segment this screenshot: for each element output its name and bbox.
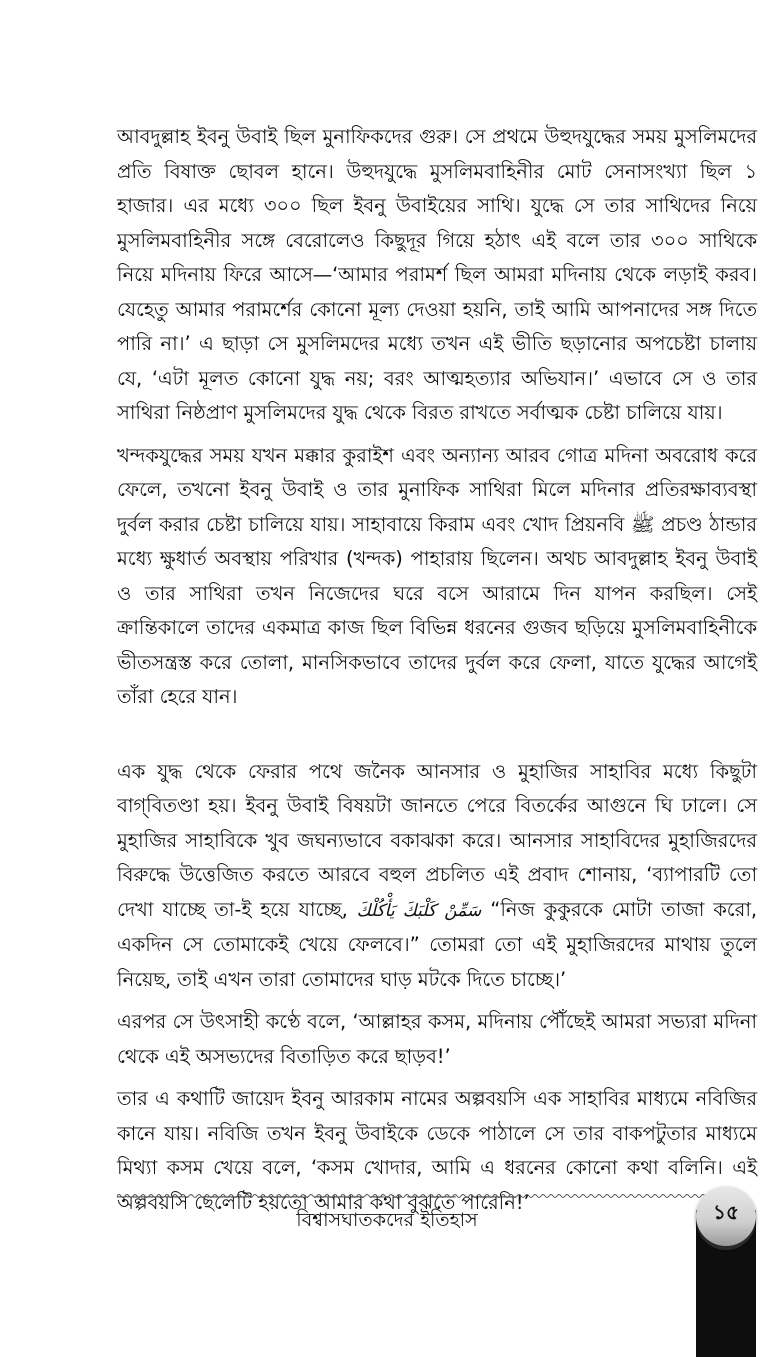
paragraph-dispute [117,755,757,998]
paragraph-uhud: আবদুল্লাহ ইবনু উবাই ছিল মুনাফিকদের গুরু। সে প্রথমে উহুদযুদ্ধের সময় মুসলিমদের প্রতি বিষাক্ত ছোবল হানে। উহুদযুদ্ধে মুসলিমবাহিনীর মোট সেনাসংখ্যা ছিল ১ হাজার। এর মধ্যে ৩০০ ছিল ইবনু উবাইয়ের সাথি। যুদ্ধে সে তার সাথিদের নিয়ে মুসলিমবাহিনীর সঙ্গে বেরোলেও কিছুদূর গিয়ে হঠাৎ এই বলে তার ৩০০ সাথিকে নিয়ে মদিনায় ফিরে আসে—‘আমার পরামর্শ ছিল আমরা মদিনায় থেকে লড়াই করব। যেহেতু আমার পরামর্শের কোনো মূল্য দেওয়া হয়নি, তাই আমি আপনাদের সঙ্গ দিতে পারি না।’ এ ছাড়া সে মুসলিমদের মধ্যে তখন এই ভীতি ছড়ানোর অপচেষ্টা চালায় যে, ‘এটা মূলত কোনো যুদ্ধ নয়; বরং আত্মহত্যার অভিযান।’ এভাবে সে ও তার সাথিরা নিষ্ঠপ্রাণ মুসলিমদের যুদ্ধ থেকে বিরত রাখতে সর্বাত্মক চেষ্টা চালিয়ে যায়। [117,125,757,424]
arabic-proverb: سَمِّنْ كَلْبَكَ يَأْكُلْكَ [356,900,482,921]
paragraph-oath: এরপর সে উৎসাহী কণ্ঠে বলে, ‘আল্লাহর কসম, মদিনায় পৌঁছেই আমরা সভ্যরা মদিনা থেকে এই অসভ্যদের বিতাড়িত করে ছাড়ব!’ [117,1010,757,1068]
paragraph-zayd: তার এ কথাটি জায়েদ ইবনু আরকাম নামের অল্পবয়সি এক সাহাবির মাধ্যমে নবিজির কানে যায়। নবিজি তখন ইবনু উবাইকে ডেকে পাঠালে সে তার বাকপটুতার মাধ্যমে মিথ্যা কসম খেয়ে বলে, ‘কসম খোদার, আমি এ ধরনের কোনো কথা বলিনি। এই অল্পবয়সি ছেলেটি হয়তো আমার কথা বুঝতে পারেনি!’ [117,1087,757,1214]
page-body [117,120,757,1220]
footer-wavy-rule [117,1193,725,1199]
footer-book-title: বিশ্বাসঘাতকদের ইতিহাস [296,1209,478,1231]
paragraph-dispute-text: এক যুদ্ধ থেকে ফেরার পথে জনৈক আনসার ও মুহাজির সাহাবির মধ্যে কিছুটা বাগ্‌বিতণ্ডা হয়। ইবনু উবাই বিষয়টা জানতে পেরে বিতর্কের আগুনে ঘি ঢালে। সে মুহাজির সাহাবিকে খুব জঘন্যভাবে বকাঝকা করে। আনসার সাহাবিদের মুহাজিরদের বিরুদ্ধে উত্তেজিত করতে আরবে বহুল প্রচলিত এই প্রবাদ শোনায়, ‘ব্যাপারটি তো দেখা যাচ্ছে তা-ই হয়ে যাচ্ছে, [117,759,757,921]
paragraph-khandaq: খন্দকযুদ্ধের সময় যখন মক্কার কুরাইশ এবং অন্যান্য আরব গোত্র মদিনা অবরোধ করে ফেলে, তখনো ইবনু উবাই ও তার মুনাফিক সাথিরা মিলে মদিনার প্রতিরক্ষাব্যবস্থা দুর্বল করার চেষ্টা চালিয়ে যায়। সাহাবায়ে কিরাম এবং খোদ প্রিয়নবি ﷺ প্রচণ্ড ঠান্ডার মধ্যে ক্ষুধার্ত অবস্থায় পরিখার (খন্দক) পাহারায় ছিলেন। অথচ আবদুল্লাহ ইবনু উবাই ও তার সাথিরা তখন নিজেদের ঘরে বসে আরামে দিন যাপন করছিল। সেই ক্রান্তিকালে তাদের একমাত্র কাজ ছিল বিভিন্ন ধরনের গুজব ছড়িয়ে মুসলিমবাহিনীকে ভীতসন্ত্রস্ত করে তোলা, মানসিকভাবে তাদের দুর্বল করে ফেলা, যাতে যুদ্ধের আগেই তাঁরা হেরে যান। [117,443,757,708]
paragraph-dispute-continued: “নিজ কুকুরকে মোটা তাজা করো, একদিন সে তোমাকেই খেয়ে ফেলবে।” তোমরা তো এই মুহাজিরদের মাথায় তুলে নিয়েছ, তাই এখন তারা তোমাদের ঘাড় মটকে দিতে চাচ্ছে।’ [117,897,757,991]
page-number: ১৫ [713,1200,739,1224]
